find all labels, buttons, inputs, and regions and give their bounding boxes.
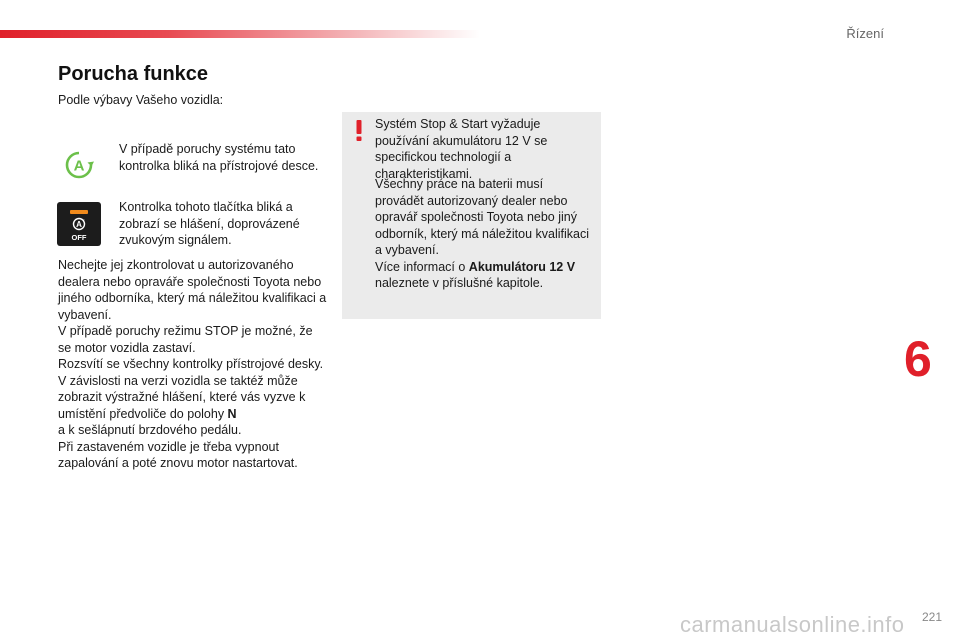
body-paragraph-1: Nechejte jej zkontrolovat u autorizovaného dealera nebo opraváře společnosti Toyota nebo jiného odborníka, který má náležitou kvalifikaci a vybavení. <box>58 258 327 322</box>
note-paragraph-3: Více informací o Akumulátoru 12 V naleznete v příslušné kapitole. <box>375 259 576 290</box>
watermark: carmanualsonline.info <box>680 612 905 637</box>
note-paragraph-2: Všechny práce na baterii musí provádět autorizovaný dealer nebo opravář společnosti Toyota nebo jiný odborník, který má náležitou kvalifikaci a vybavení. Více informací o Akumulátoru 12 V naleznete v příslušné kapitole. <box>375 176 595 292</box>
section-label: Řízení <box>846 26 884 41</box>
stop-start-indicator-icon <box>64 150 94 180</box>
page-title: Porucha funkce <box>58 63 209 85</box>
note-paragraph-1: Systém Stop & Start vyžaduje používání akumulátoru 12 V se specifickou technologií a charakteristikami. <box>375 117 548 181</box>
main-body-text <box>58 257 328 472</box>
button-off-label: OFF <box>71 233 87 242</box>
body-paragraph-5: Při zastaveném vozidle je třeba vypnout zapalování a poté znovu motor nastartovat. <box>58 439 298 470</box>
body-paragraph-2: V případě poruchy režimu STOP je možné, že se motor vozidla zastaví. <box>58 324 313 355</box>
chapter-number: 6 <box>904 331 932 387</box>
body-paragraph-4: V závislosti na verzi vozidla se taktéž může zobrazit výstražné hlášení, které vás vyzve k umístění předvoliče do polohy N a k sešlápnutí brzdového pedálu. <box>58 373 306 437</box>
indicator-letter: A <box>73 157 85 175</box>
body-paragraph-3: Rozsvítí se všechny kontrolky přístrojové desky. <box>58 357 324 371</box>
button-description: Kontrolka tohoto tlačítka bliká a zobrazí se hlášení, doprovázené zvukovým signálem. <box>119 200 300 247</box>
intro-text: Podle výbavy Vašeho vozidla: <box>58 93 224 107</box>
page-number: 221 <box>921 610 942 624</box>
gear-position-n: N <box>227 406 237 421</box>
indicator-description: V případě poruchy systému tato kontrolka bliká na přístrojové desce. <box>119 142 319 173</box>
warning-exclamation-icon <box>354 118 364 142</box>
header-accent-bar <box>0 30 480 38</box>
stop-start-off-button-icon <box>57 202 101 246</box>
button-letter: A <box>76 220 82 229</box>
battery-reference: Akumulátoru 12 V <box>468 259 576 274</box>
